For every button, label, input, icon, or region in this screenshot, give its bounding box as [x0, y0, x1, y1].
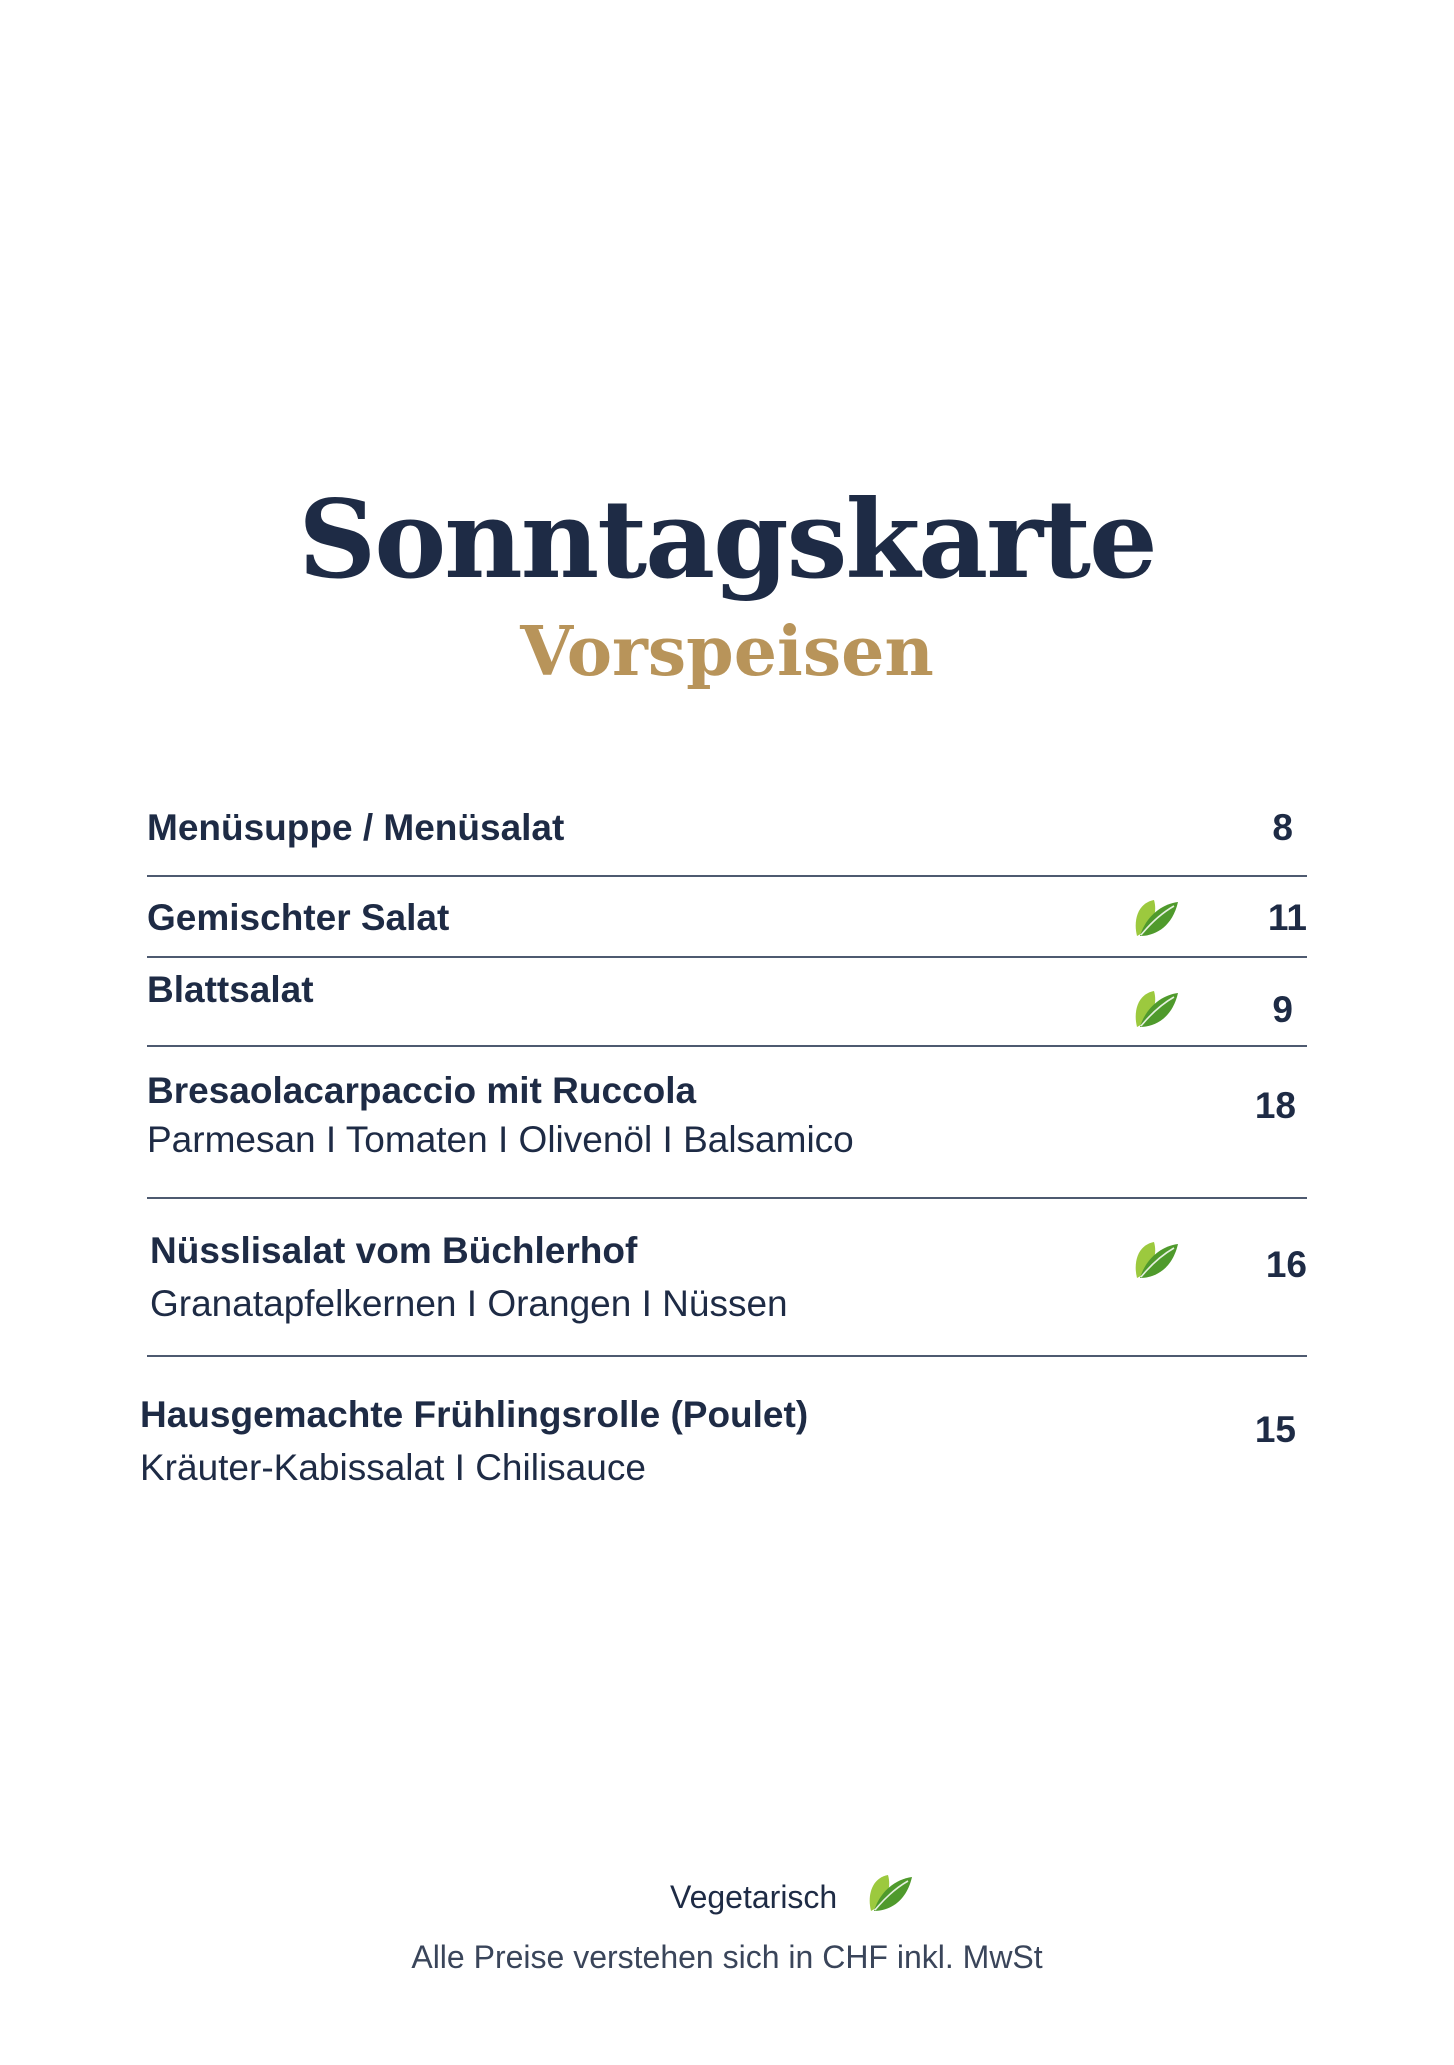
item-price: 15: [1254, 1409, 1296, 1450]
divider: [147, 1197, 1307, 1199]
leaf-icon: [1132, 1236, 1180, 1284]
page-title: Sonntagskarte: [298, 477, 1156, 603]
item-price: 18: [1254, 1085, 1296, 1126]
divider: [147, 956, 1307, 958]
leaf-icon: [866, 1869, 914, 1917]
section-subtitle: Vorspeisen: [520, 612, 934, 692]
vegetarian-legend-label: Vegetarisch: [670, 1879, 838, 1915]
item-name: Blattsalat: [147, 969, 314, 1010]
item-description: Granatapfelkernen I Orangen I Nüssen: [150, 1283, 788, 1324]
leaf-icon: [1132, 894, 1180, 942]
item-price: 8: [1272, 807, 1293, 848]
price-note: Alle Preise verstehen sich in CHF inkl. MwSt: [411, 1939, 1043, 1975]
item-description: Kräuter-Kabissalat I Chilisauce: [140, 1447, 646, 1488]
item-name: Gemischter Salat: [147, 897, 450, 938]
item-name: Nüsslisalat vom Büchlerhof: [150, 1230, 638, 1271]
divider: [147, 1355, 1307, 1357]
item-price: 16: [1265, 1244, 1307, 1285]
divider: [147, 875, 1307, 877]
item-name: Bresaolacarpaccio mit Ruccola: [147, 1070, 697, 1111]
item-name: Hausgemachte Frühlingsrolle (Poulet): [140, 1394, 809, 1435]
item-price: 9: [1272, 989, 1293, 1030]
item-price: 11: [1267, 897, 1307, 938]
item-description: Parmesan I Tomaten I Olivenöl I Balsamico: [147, 1119, 854, 1160]
leaf-icon: [1132, 985, 1180, 1033]
item-name: Menüsuppe / Menüsalat: [147, 807, 565, 848]
divider: [147, 1045, 1307, 1047]
